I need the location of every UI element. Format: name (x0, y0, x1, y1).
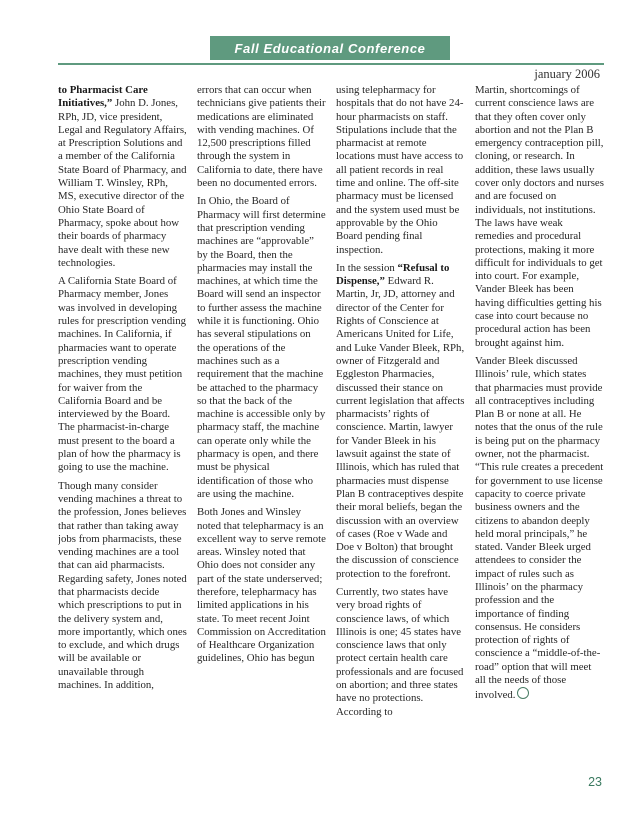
section-banner (210, 36, 450, 60)
header-rule (58, 63, 604, 65)
paragraph: errors that can occur when technicians give patients their medications are eliminated with vending machines. Of 12,500 prescriptions filled through the system in California to date, there have been no documented errors. (197, 84, 326, 190)
page-number: 23 (588, 775, 602, 789)
paragraph: Currently, two states have very broad rights of conscience laws, of which Illinois is one; 45 states have conscience laws that only protect certain health care professionals and are focused on abortion; and three states have no protections. According to (336, 585, 464, 718)
article-columns (58, 84, 604, 764)
column-4 (475, 84, 604, 764)
issue-date: january 2006 (534, 67, 600, 81)
paragraph: In Ohio, the Board of Pharmacy will first determine that prescription vending machines are “approvable” by the Board, then the pharmacies may install the machines, at which time the Board will send an inspector to further assess the machine while it is functioning. Ohio has several stipulations on the operations of the machines such as a requirement that the machine be attached to the pharmacy so that the back of the machine is accessible only by pharmacy staff, the machine can operate only while the pharmacy is open, and there must be physical identification of those who are using the machine. (197, 195, 326, 500)
banner-title: Fall Educational Conference (234, 40, 426, 56)
session-title: “Refusal to Dispense,” (336, 261, 450, 288)
paragraph: Both Jones and Winsley noted that telepharmacy is an excellent way to serve remote areas. Winsley noted that Ohio does not consider any part of the state underserved; therefore, telepharmacy has limited applications in his state. To meet recent Joint Commission on Accreditation of Healthcare Organization guidelines, Ohio has begun (197, 506, 326, 665)
end-of-article-icon (517, 687, 529, 699)
paragraph: Vander Bleek discussed Illinois’ rule, which states that pharmacies must provide all contraceptives including Plan B or none at all. He notes that the onus of the rule is being put on the pharmacy owner, not the pharmacist. “This rule creates a precedent for government to use license capacity to coerce private business owners and the citizens to abandon deeply held moral principals,” he stated. Vander Bleek urged attendees to consider the impact of rules such as Illinois’ on the pharmacy profession and the importance of finding consensus. He considers protection of rights of conscience a “middle-of-the-road” option that will meet all the needs of those involved. (475, 354, 604, 702)
paragraph: using telepharmacy for hospitals that do not have 24-hour pharmacists on staff. Stipulations include that the pharmacist at remote locations must have access to all patient records in real time and online. The off-site pharmacy must be licensed and the system used must be approvable by the Ohio Board pending final inspection. (336, 84, 464, 256)
column-2 (197, 84, 326, 764)
column-1 (58, 84, 187, 764)
paragraph: to Pharmacist Care Initiatives,” John D. Jones, RPh, JD, vice president, Legal and Regulatory Affairs, at Prescription Solutions and a member of the California State Board of Pharmacy, and William T. Winsley, RPh, MS, executive director of the Ohio State Board of Pharmacy, spoke about how their boards of pharmacy have dealt with these new technologies. (58, 84, 187, 269)
paragraph: Though many consider vending machines a threat to the profession, Jones believes that rather than taking away jobs from pharmacists, these vending machines are a tool that can aid pharmacists. Regarding safety, Jones noted that pharmacists decide which prescriptions to put in the delivery system and, more importantly, which ones to exclude, and which drugs will be available or unavailable through machines. In addition, (58, 479, 187, 692)
session-title: to Pharmacist Care Initiatives,” (58, 84, 148, 110)
column-3 (336, 84, 465, 764)
paragraph: Martin, shortcomings of current conscience laws are that they often cover only abortion and not the Plan B emergency contraception pill, cloning, or research. In addition, these laws usually cover only doctors and nurses and are focused on individuals, not institutions. The laws have weak remedies and procedural protections, making it more difficult for individuals to get into court. For example, Vander Bleek has been having difficulties getting his case into court because no procedural action has been brought against him. (475, 84, 604, 349)
paragraph: In the session “Refusal to Dispense,” Edward R. Martin, Jr, JD, attorney and director of the Center for Rights of Conscience at Americans United for Life, and Luke Vander Bleek, RPh, owner of Fitzgerald and Eggleston Pharmacies, discussed their stance on current legislation that affects pharmacists’ rights of conscience. Martin, lawyer for Vander Bleek in his lawsuit against the state of Illinois, which has ruled that pharmacies must dispense Plan B contraceptives despite their moral beliefs, began the discussion with an overview of cases (Roe v Wade and Doe v Bolton) that brought the discussion of conscience protection to the forefront. (336, 261, 465, 580)
paragraph: A California State Board of Pharmacy member, Jones was involved in developing rules for prescription vending machines. In California, if pharmacies want to operate prescription vending machines, they must petition for waiver from the California Board and be interviewed by the Board. The pharmacist-in-charge must present to the board a plan of how the pharmacy is going to use the machine. (58, 275, 187, 474)
